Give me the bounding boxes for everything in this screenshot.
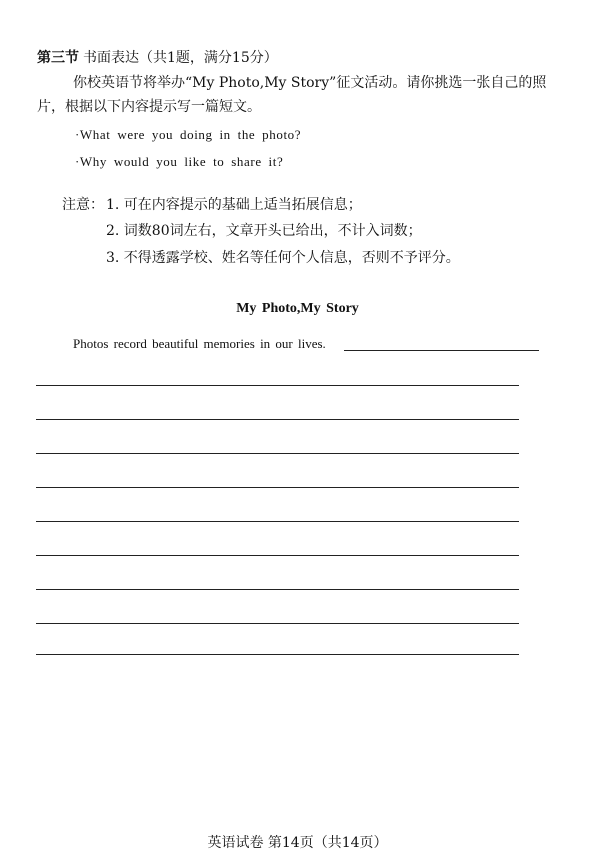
answer-line[interactable] [36, 555, 519, 556]
section-heading [37, 47, 278, 67]
answer-line[interactable] [36, 487, 519, 488]
answer-line[interactable] [36, 589, 519, 590]
answer-line[interactable] [36, 419, 519, 420]
answer-line[interactable] [36, 521, 519, 522]
essay-title: My Photo,My Story [236, 301, 359, 316]
note-item: 2. 词数80词左右，文章开头已给出，不计入词数； [106, 223, 422, 239]
prompt-item: ·Why would you like to share it? [75, 154, 284, 169]
note-item: 1. 可在内容提示的基础上适当拓展信息； [106, 197, 362, 213]
essay-opening-sentence: Photos record beautiful memories in our lives. [73, 336, 326, 351]
page-footer: 英语试卷 第14页（共14页） [207, 835, 388, 851]
prompt-item: ·What were you doing in the photo? [75, 127, 302, 142]
answer-line-first[interactable] [344, 350, 539, 351]
answer-line[interactable] [36, 623, 519, 624]
instruction-line-2: 片，根据以下内容提示写一篇短文。 [37, 99, 261, 115]
note-item: 3. 不得透露学校、姓名等任何个人信息，否则不予评分。 [106, 250, 460, 266]
answer-line[interactable] [36, 385, 519, 386]
notes-label: 注意： [62, 197, 104, 213]
section-title: 书面表达（共1题，满分15分） [83, 50, 278, 66]
answer-line[interactable] [36, 453, 519, 454]
answer-line[interactable] [36, 654, 519, 655]
section-label: 第三节 [37, 50, 79, 66]
instruction-line-1: 你校英语节将举办“My Photo,My Story”征文活动。请你挑选一张自己的照 [73, 75, 547, 91]
